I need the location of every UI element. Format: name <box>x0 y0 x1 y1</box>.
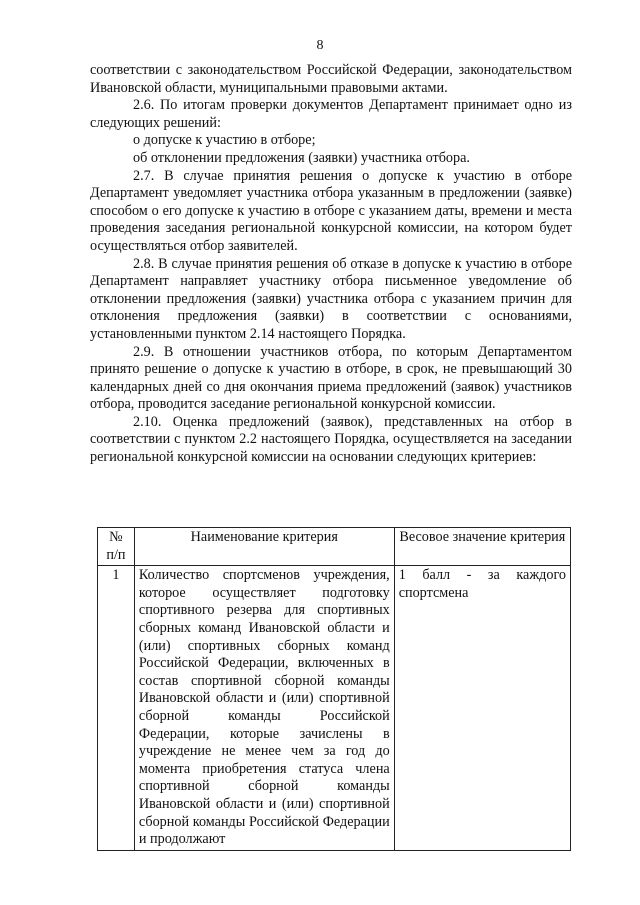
decision-option-admit: о допуске к участию в отборе; <box>133 132 316 149</box>
document-body <box>90 62 572 467</box>
header-criterion: Наименование критерия <box>134 528 394 566</box>
row-weight: 1 балл - за каждого спортсмена <box>394 566 570 851</box>
header-number: № п/п <box>98 528 135 566</box>
row-number: 1 <box>98 566 135 851</box>
table-row <box>98 566 571 851</box>
paragraph-2-7: 2.7. В случае принятия решения о допуске к участию в отборе Департамент уведомляет участника отбора указанным в предложении (заявке) способом о его допуске к участию в отборе с указанием даты, времени и места проведения заседания региональной конкурсной комиссии, на котором будет осуществляться отбор заявителей. <box>90 167 572 254</box>
page-number: 8 <box>316 38 324 53</box>
table-header-row <box>98 528 571 566</box>
paragraph-2-10: 2.10. Оценка предложений (заявок), представленных на отбор в соответствии с пунктом 2.2 настоящего Порядка, осуществляется на заседании региональной конкурсной комиссии на основании следующих критериев: <box>90 413 572 466</box>
criteria-table <box>97 527 571 851</box>
paragraph-continuation: соответствии с законодательством Российской Федерации, законодательством Ивановской области, муниципальными правовыми актами. <box>90 62 572 96</box>
paragraph-2-6: 2.6. По итогам проверки документов Департамент принимает одно из следующих решений: <box>90 97 572 131</box>
row-criterion: Количество спортсменов учреждения, которое осуществляет подготовку спортивного резерва для спортивных сборных команд Ивановской области и (или) спортивных сборных команд Российской Федерации, включенных в состав спортивной сборной команды Ивановской области и (или) спортивной сборной команды Российской Федерации, которые зачислены в учреждение не менее чем за год до момента приобретения статуса члена спортивной сборной команды Ивановской области и (или) спортивной сборной команды Российской Федерации и продолжают <box>134 566 394 851</box>
header-weight: Весовое значение критерия <box>394 528 570 566</box>
paragraph-2-9: 2.9. В отношении участников отбора, по которым Департаментом принято решение о допуске к участию в отборе, в срок, не превышающий 30 календарных дней со дня окончания приема предложений (заявок) участников отбора, проводится заседание региональной конкурсной комиссии. <box>90 343 572 413</box>
decision-option-reject: об отклонении предложения (заявки) участника отбора. <box>133 149 470 166</box>
paragraph-2-8: 2.8. В случае принятия решения об отказе в допуске к участию в отборе Департамент направляет участнику отбора письменное уведомление об отклонении предложения (заявки) участника отбора с указанием причин для отклонения предложения (заявки) в соответствии с основаниями, установленными пунктом 2.14 настоящего Порядка. <box>90 255 572 342</box>
